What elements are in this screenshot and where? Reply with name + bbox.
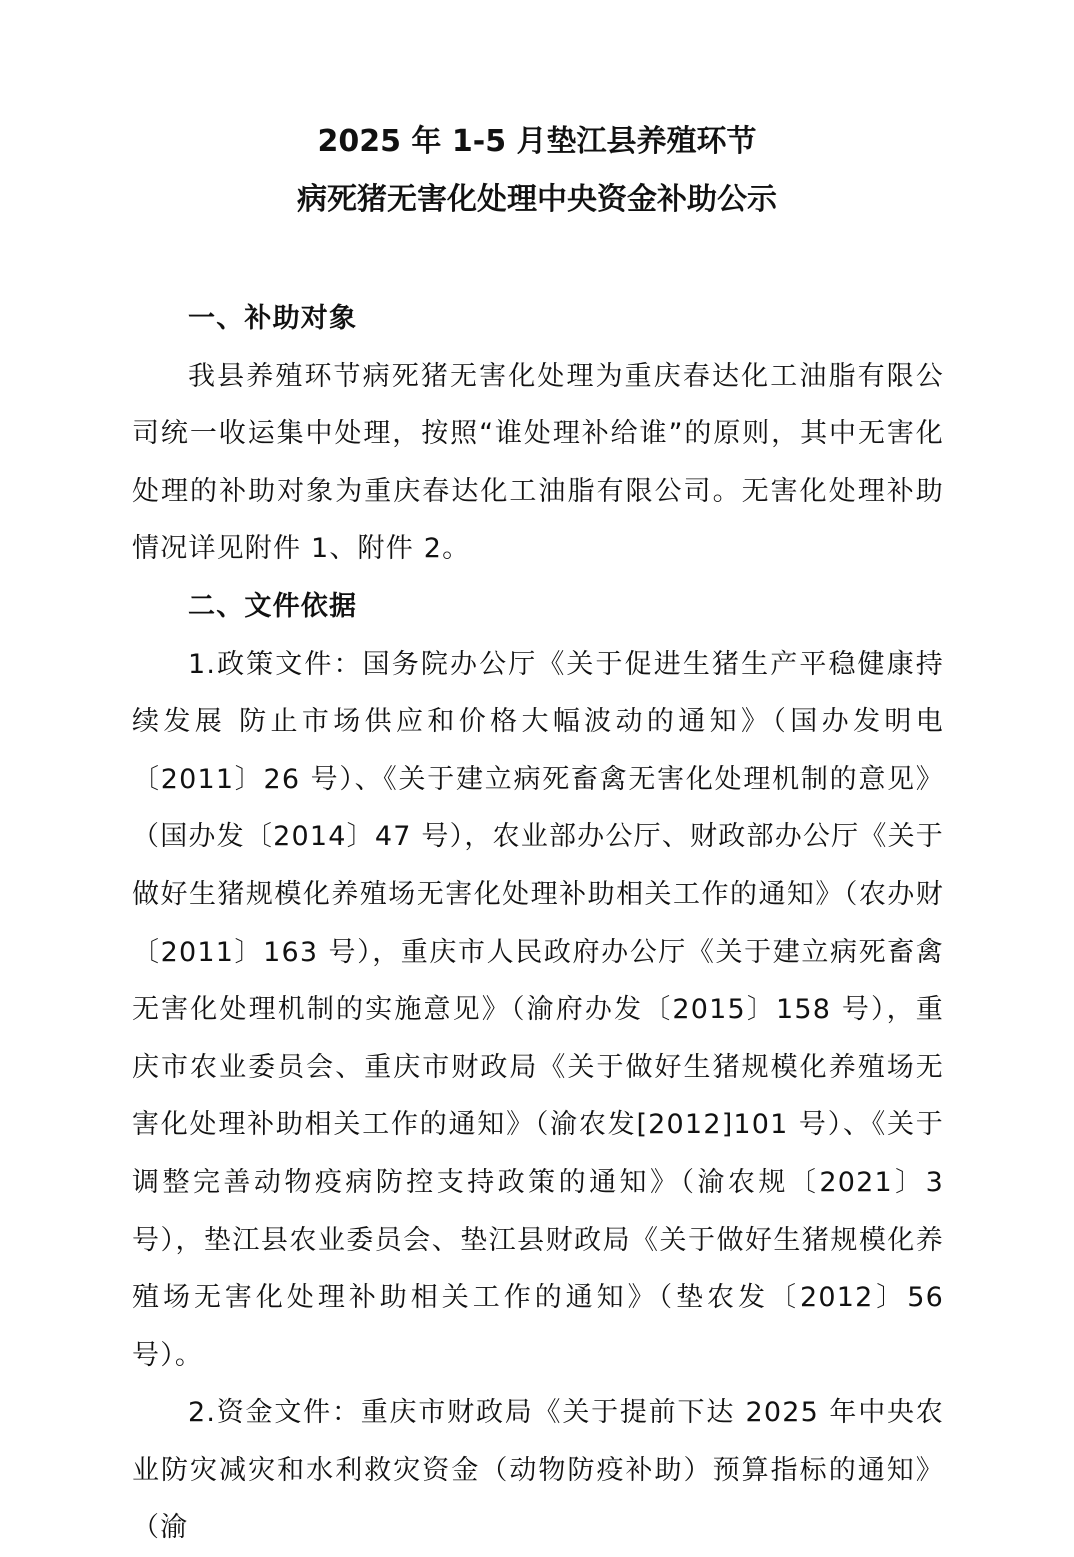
document-title-line-2: 病死猪无害化处理中央资金补助公示 <box>297 182 777 217</box>
document-title-line-1: 2025 年 1-5 月垫江县养殖环节 <box>317 124 757 159</box>
paragraph-subsidy-target: 我县养殖环节病死猪无害化处理为重庆春达化工油脂有限公司统一收运集中处理，按照“谁处理补给谁”的原则，其中无害化处理的补助对象为重庆春达化工油脂有限公司。无害化处理补助情况详见附件 1、附件 2。 <box>132 360 944 565</box>
paragraph-policy-documents: 1.政策文件：国务院办公厅《关于促进生猪生产平稳健康持续发展 防止市场供应和价格大幅波动的通知》（国办发明电〔2011〕26 号）、《关于建立病死畜禽无害化处理机制的意见》（国办发〔2014〕47 号），农业部办公厅、财政部办公厅《关于做好生猪规模化养殖场无害化处理补助相关工作的通知》（农办财〔2011〕163 号），重庆市人民政府办公厅《关于建立病死畜禽无害化处理机制的实施意见》（渝府办发〔2015〕158 号），重庆市农业委员会、重庆市财政局《关于做好生猪规模化养殖场无害化处理补助相关工作的通知》（渝农发[2012]101 号）、《关于调整完善动物疫病防控支持政策的通知》（渝农规〔2021〕3 号），垫江县农业委员会、垫江县财政局《关于做好生猪规模化养殖场无害化处理补助相关工作的通知》（垫农发〔2012〕56 号）。 <box>132 648 944 1371</box>
document-body <box>132 290 944 1557</box>
paragraph-funding-documents: 2.资金文件：重庆市财政局《关于提前下达 2025 年中央农业防灾减灾和水利救灾资金（动物防疫补助）预算指标的通知》（渝 <box>132 1397 944 1544</box>
section-heading-subsidy-target: 一、补助对象 <box>188 303 358 334</box>
section-heading-document-basis: 二、文件依据 <box>188 590 358 622</box>
